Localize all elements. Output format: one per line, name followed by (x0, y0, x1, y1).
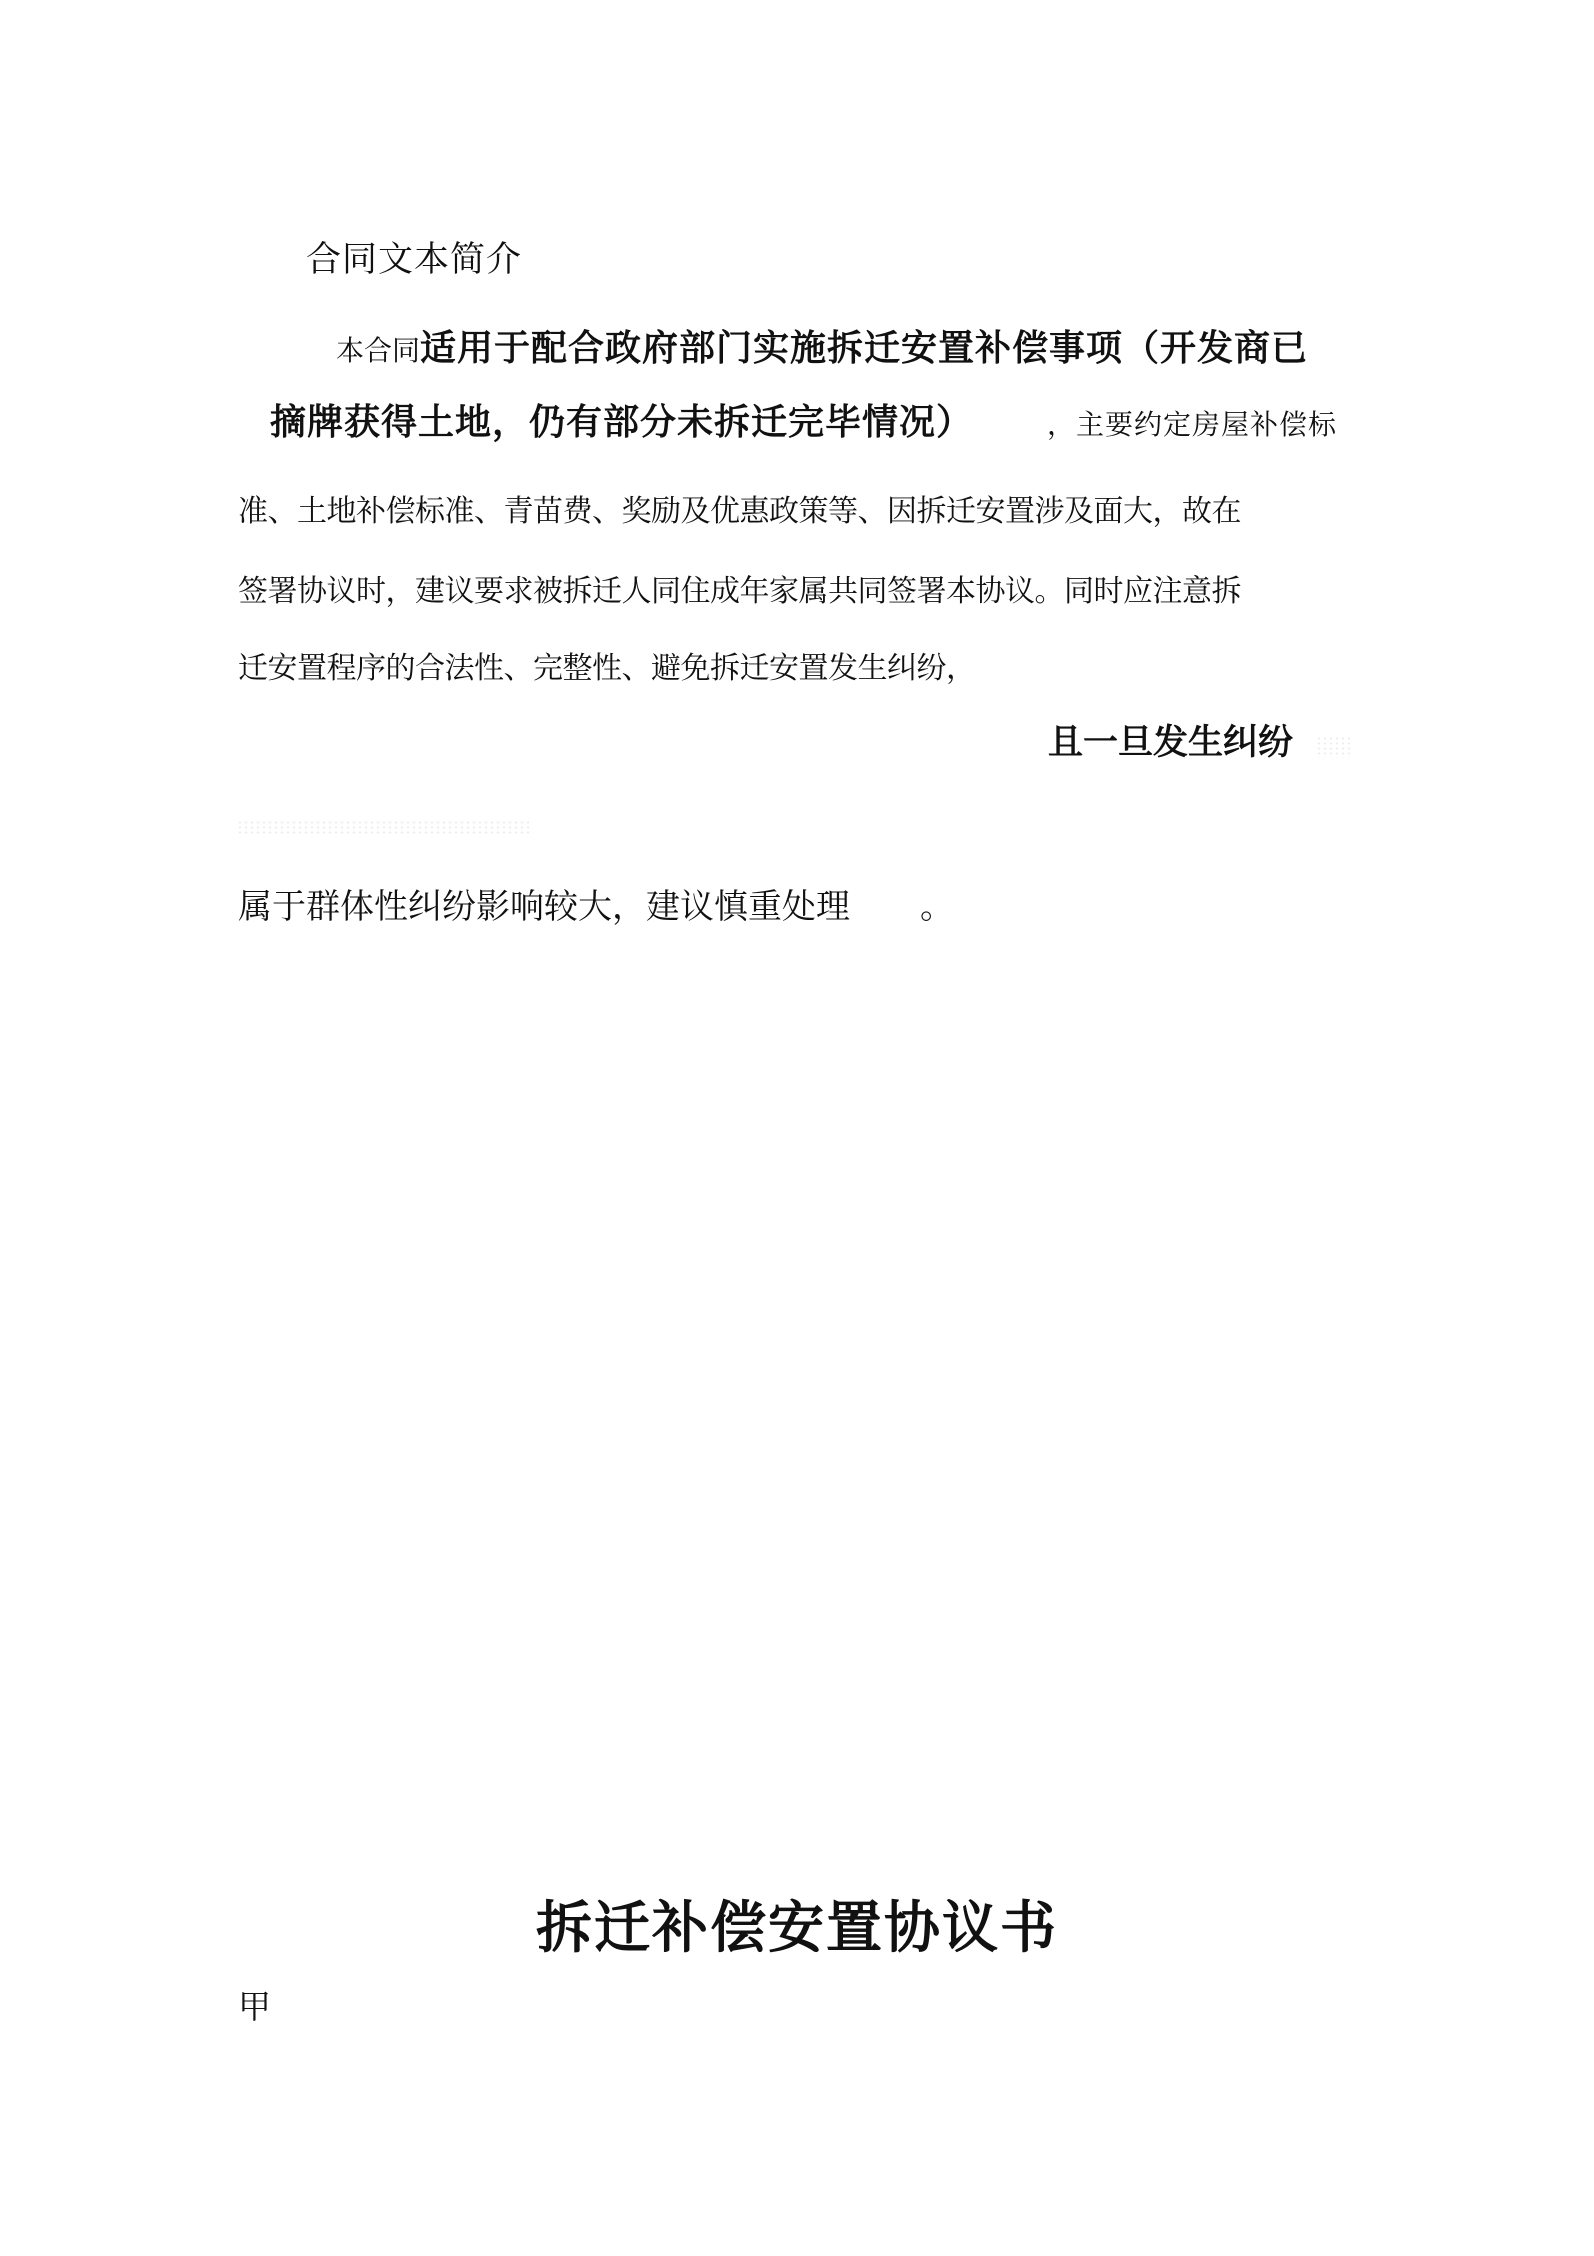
line1-lead-text: 本合同 (336, 335, 421, 366)
line1-main-text: 适用于配合政府部门实施拆迁安置补偿事项（开发商已 (420, 327, 1309, 368)
paragraph-line-5: 迁安置程序的合法性、完整性、避免拆迁安置发生纠纷， (238, 652, 976, 685)
paragraph-line-1 (336, 327, 1309, 368)
party-label: 甲 (238, 1988, 271, 2025)
intro-heading: 合同文本简介 (306, 240, 523, 279)
faint-watermark-mark (1316, 736, 1350, 758)
paragraph-line-7 (238, 890, 954, 924)
paragraph-line-4: 签署协议时，建议要求被拆迁人同住成年家属共同签署本协议。同时应注意拆 (238, 575, 1241, 608)
emphasis-line: 且一旦发生纠纷 (1048, 723, 1294, 762)
line2-main-text: 摘牌获得土地，仍有部分未拆迁完毕情况） (270, 401, 956, 442)
line7-closing-period: 。 (920, 888, 954, 926)
faint-watermark-line (237, 820, 533, 836)
line2-tail-text: ，主要约定房屋补偿标 (1047, 409, 1338, 440)
agreement-title: 拆迁补偿安置协议书 (536, 1896, 1058, 1959)
line7-main-text: 属于群体性纠纷影响较大，建议慎重处理 (238, 888, 850, 926)
paragraph-line-3: 准、土地补偿标准、青苗费、奖励及优惠政策等、因拆迁安置涉及面大，故在 (238, 495, 1241, 528)
paragraph-line-2 (270, 401, 1338, 442)
